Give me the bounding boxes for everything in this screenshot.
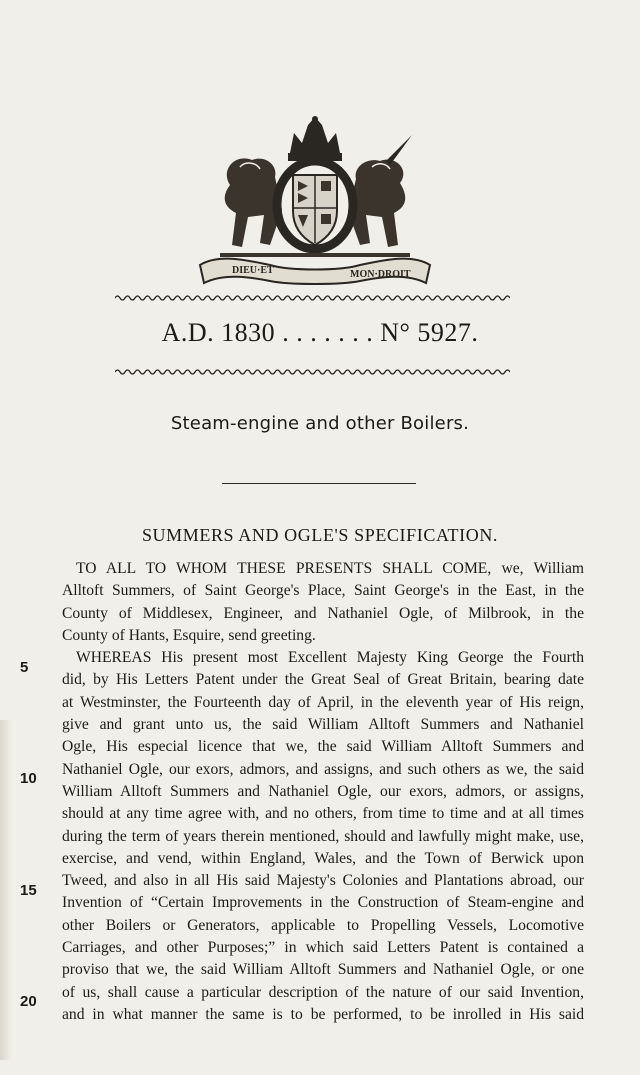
line-number-20: 20 — [20, 993, 37, 1010]
body-line: County of Middlesex, Engineer, and Nathaniel Ogle, of Milbrook, in the — [62, 604, 584, 622]
body-line: give and grant unto us, the said William Alltoft Summers and Nathaniel — [62, 716, 584, 734]
body-line: County of Hants, Esquire, send greeting. — [62, 626, 316, 644]
body-line: William Alltoft Summers and Nathaniel Ogle, our exors, admors, or assigns, — [62, 782, 584, 800]
body-line: should at any time agree with, and no others, from time to time and at all times — [62, 805, 584, 823]
body-line: and in what manner the same is to be performed, to be inrolled in His said — [62, 1005, 584, 1023]
svg-text:DIEU·ET: DIEU·ET — [232, 265, 274, 276]
body-line: during the term of years therein mentioned, should and lawfully might make, use, — [62, 827, 584, 845]
leader-dots: . . . . . . . — [282, 318, 374, 347]
line-number-5: 5 — [20, 659, 29, 676]
line-number-15: 15 — [20, 882, 37, 899]
body-line: did, by His Letters Patent under the Great Seal of Great Britain, bearing date — [62, 671, 584, 689]
title-divider — [222, 483, 416, 484]
patent-number: N° 5927. — [380, 318, 479, 347]
body-line: other Boilers or Generators, applicable to Propelling Vessels, Locomotive — [62, 916, 584, 934]
line-number-10: 10 — [20, 770, 37, 787]
body-line: TO ALL TO WHOM THESE PRESENTS SHALL COME, we, William — [76, 560, 584, 577]
body-line: proviso that we, the said William Alltoft Summers and Nathaniel Ogle, or one — [62, 961, 584, 979]
specification-body — [62, 558, 584, 1026]
body-line: Carriages, and other Purposes;” in which said Letters Patent is contained a — [62, 939, 584, 957]
body-line: Invention of “Certain Improvements in the Construction of Steam-engine and — [62, 894, 584, 912]
body-line: WHEREAS His present most Excellent Majesty King George the Fourth — [76, 649, 584, 667]
decorative-wavy-rule-bottom — [115, 368, 510, 376]
year-label: A.D. 1830 — [161, 318, 276, 347]
body-line: at Westminster, the Fourteenth day of April, in the eleventh year of His reign, — [62, 693, 584, 711]
body-line: Tweed, and also in all His said Majesty's Colonies and Plantations abroad, our — [62, 872, 584, 890]
body-line: Alltoft Summers, of Saint George's Place, Saint George's in the East, in the — [62, 582, 584, 600]
specification-title: SUMMERS AND OGLE'S SPECIFICATION. — [141, 525, 499, 545]
svg-text:MON·DROIT: MON·DROIT — [350, 269, 411, 280]
royal-coat-of-arms-emblem — [190, 115, 440, 285]
decorative-wavy-rule-top — [115, 294, 510, 302]
body-line: exercise, and vend, within England, Wales, and the Town of Berwick upon — [62, 849, 584, 867]
body-line: Ogle, His especial licence that we, the said William Alltoft Summers and — [62, 738, 584, 756]
body-line: Nathaniel Ogle, our exors, admors, and assigns, and such others as we, the said — [62, 760, 584, 778]
patent-heading — [0, 318, 640, 348]
document-title: Steam-engine and other Boilers. — [170, 413, 470, 434]
margin-stain — [0, 720, 12, 1060]
body-line: of us, shall cause a particular description of the nature of our said Invention, — [62, 983, 584, 1001]
